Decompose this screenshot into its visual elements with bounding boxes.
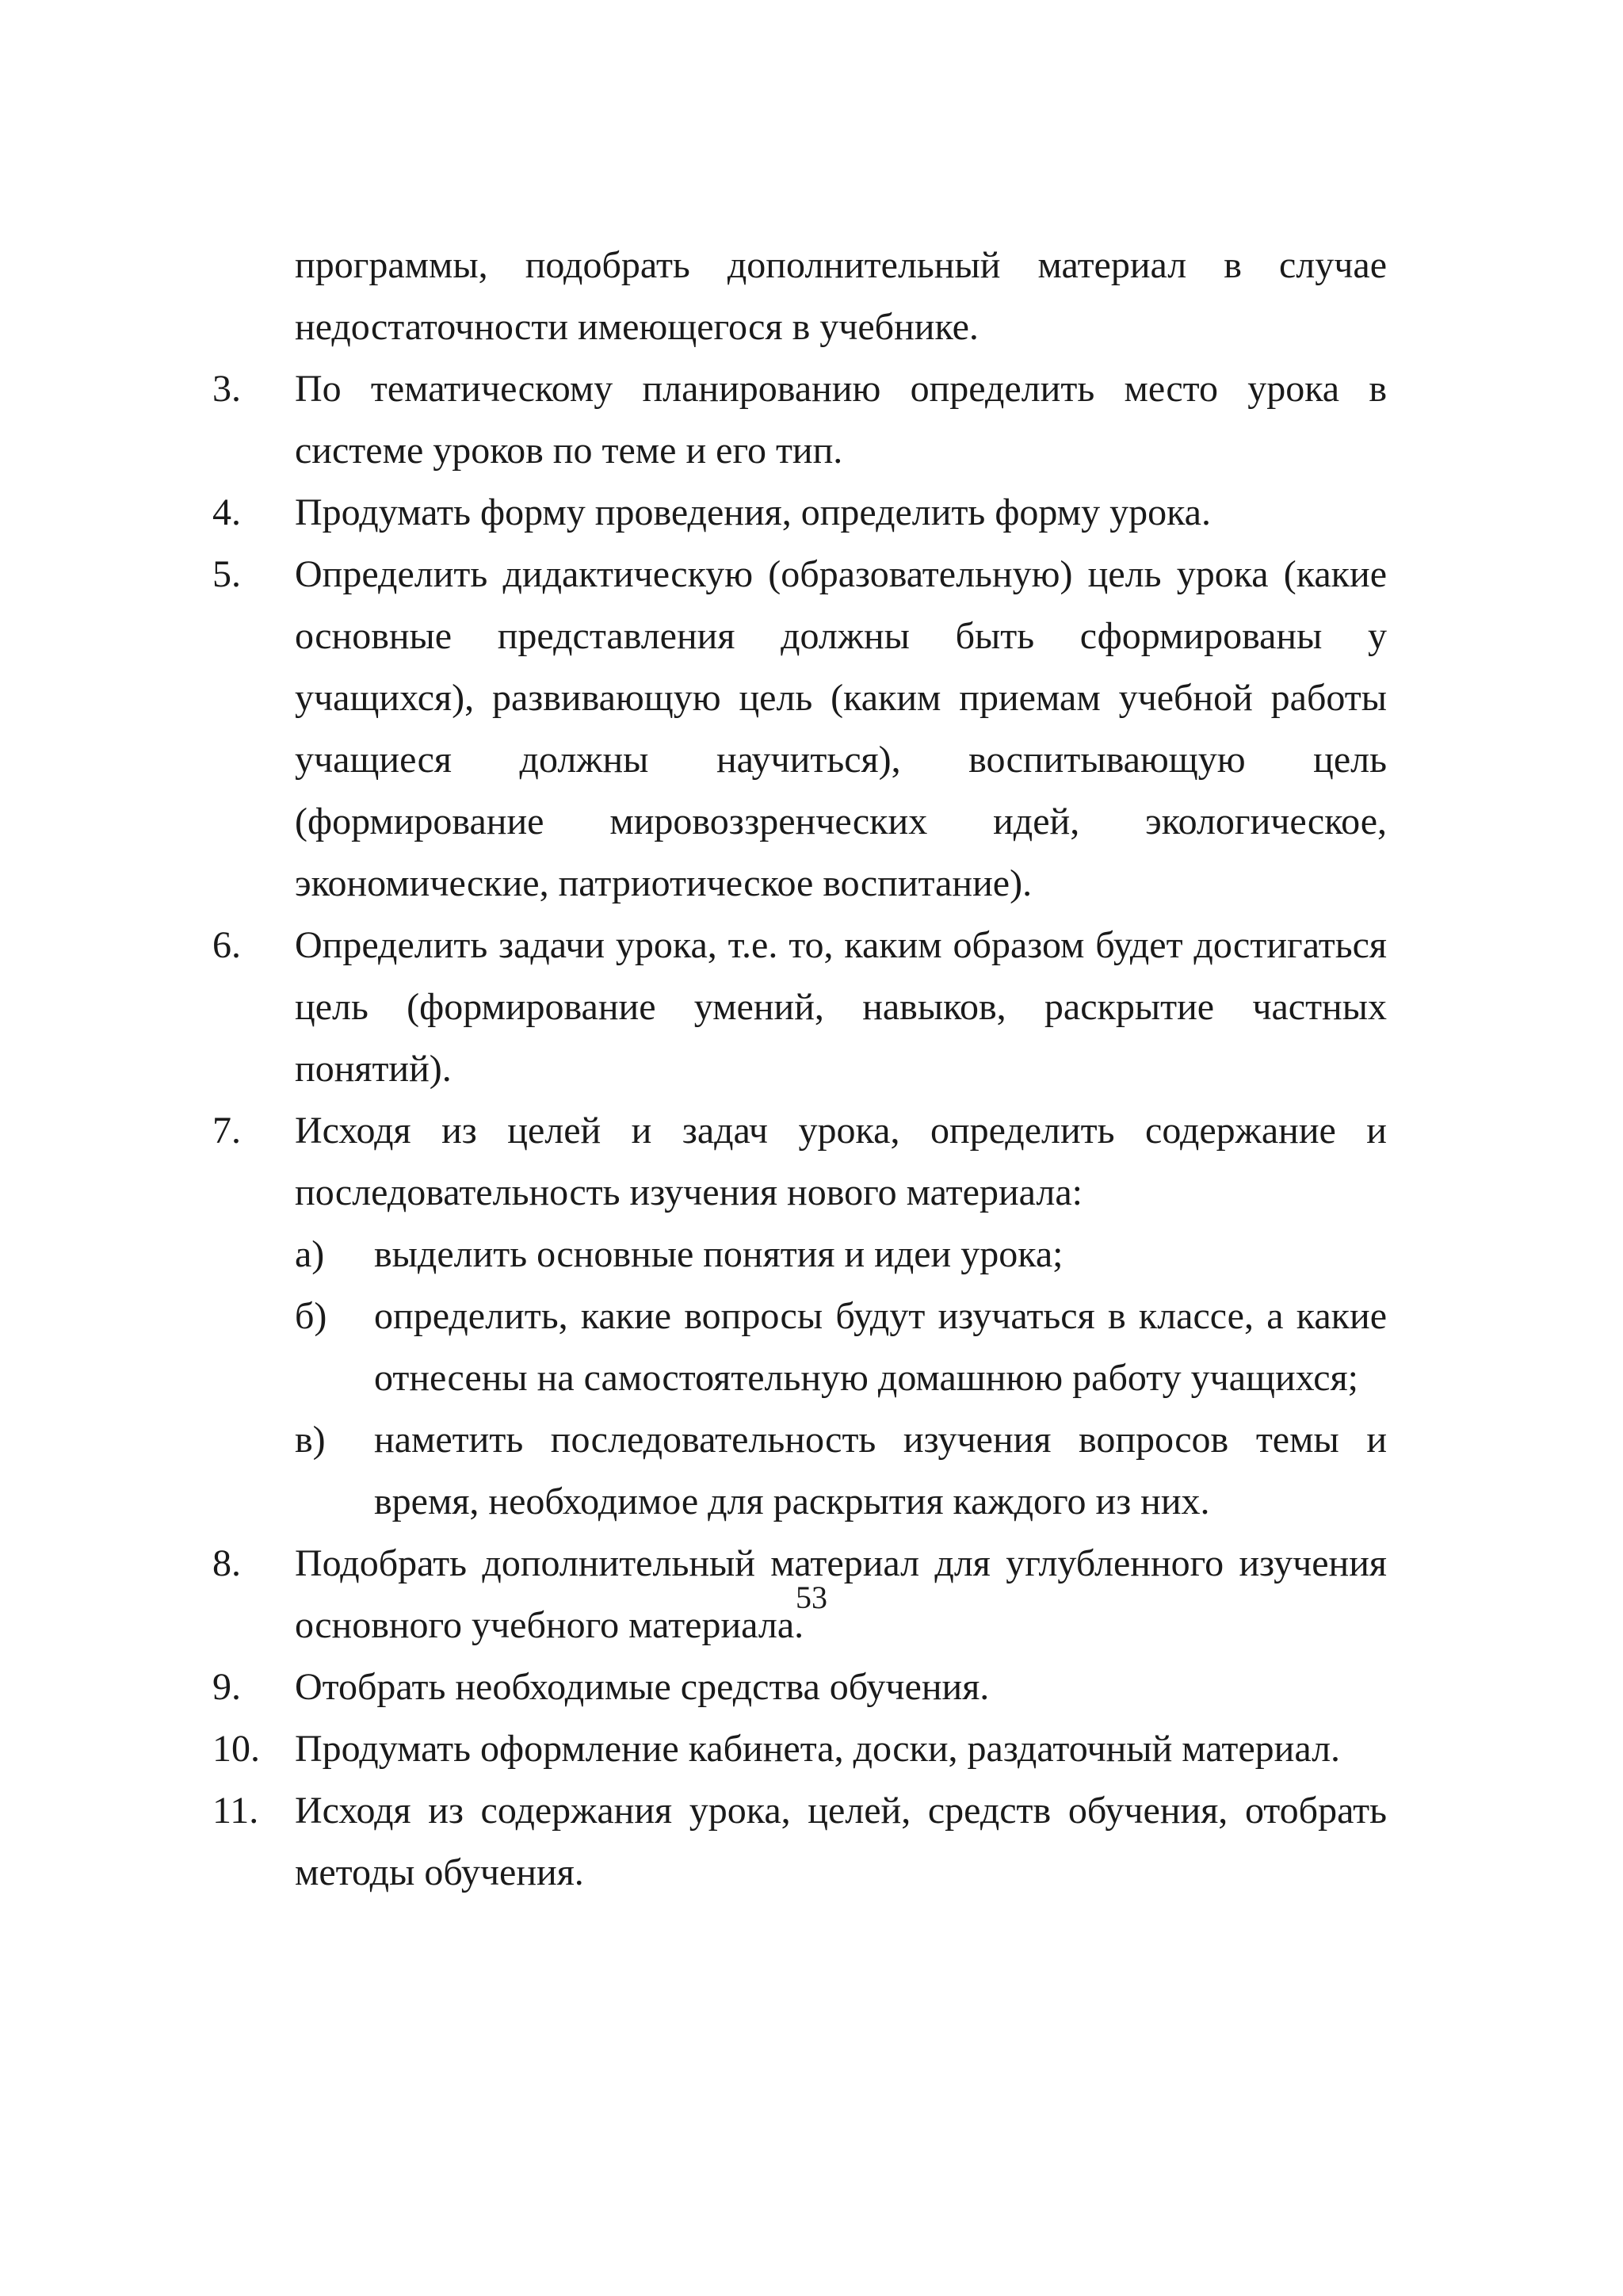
sub-list-letter: а)	[295, 1233, 325, 1275]
list-number: 3.	[212, 368, 241, 410]
main-text	[212, 235, 1387, 1904]
list-item-text: Определить дидактическую (образовательную) цель урока (какие основные представления должны быть сформированы у учащихся), развивающую цель (каким приемам учебной работы учащиеся должны научиться), воспитывающую цель (формирование мировоззренческих идей, экологическое, экономические, патриотическое воспитание).	[295, 553, 1387, 904]
continuation-paragraph: программы, подобрать дополнительный материал в случае недостаточности имеющегося в учебнике.	[295, 244, 1387, 348]
list-number: 9.	[212, 1666, 241, 1708]
sub-item-text: определить, какие вопросы будут изучаться в классе, а какие отнесены на самостоятельную домашнюю работу учащихся;	[374, 1295, 1387, 1399]
list-item-11	[212, 1780, 1387, 1904]
list-item-7	[212, 1100, 1387, 1224]
list-item-text: По тематическому планированию определить место урока в системе уроков по теме и его тип.	[295, 368, 1387, 472]
list-item-5	[212, 544, 1387, 915]
sub-item-v	[212, 1409, 1387, 1533]
list-item-6	[212, 915, 1387, 1100]
list-item-text: Определить задачи урока, т.е. то, каким образом будет достигаться цель (формирование умений, навыков, раскрытие частных понятий).	[295, 924, 1387, 1090]
list-item-text: Исходя из содержания урока, целей, средств обучения, отобрать методы обучения.	[295, 1790, 1387, 1893]
list-item-text: Подобрать дополнительный материал для углубленного изучения основного учебного материала.	[295, 1542, 1387, 1646]
list-number: 8.	[212, 1542, 241, 1584]
list-item-9	[212, 1656, 1387, 1718]
list-item-4	[212, 482, 1387, 544]
list-item-3	[212, 358, 1387, 482]
list-item-text: Продумать форму проведения, определить форму урока.	[295, 491, 1211, 533]
page-number: 53	[796, 1580, 827, 1615]
list-number: 10.	[212, 1728, 260, 1770]
sub-list-letter: в)	[295, 1419, 326, 1461]
sub-item-text: выделить основные понятия и идеи урока;	[374, 1233, 1064, 1275]
sub-list-letter: б)	[295, 1295, 327, 1337]
list-item-10	[212, 1718, 1387, 1780]
sub-item-text: наметить последовательность изучения вопросов темы и время, необходимое для раскрытия каждого из них.	[374, 1419, 1387, 1522]
list-item-text: Отобрать необходимые средства обучения.	[295, 1666, 990, 1708]
sub-item-b	[212, 1286, 1387, 1409]
sub-item-a	[212, 1224, 1387, 1286]
list-number: 5.	[212, 553, 241, 595]
list-item-text: Продумать оформление кабинета, доски, раздаточный материал.	[295, 1728, 1341, 1770]
list-number: 11.	[212, 1790, 259, 1832]
list-number: 6.	[212, 924, 241, 966]
list-number: 7.	[212, 1110, 241, 1152]
list-number: 4.	[212, 491, 241, 533]
list-item-text: Исходя из целей и задач урока, определить содержание и последовательность изучения нового материала:	[295, 1110, 1387, 1213]
